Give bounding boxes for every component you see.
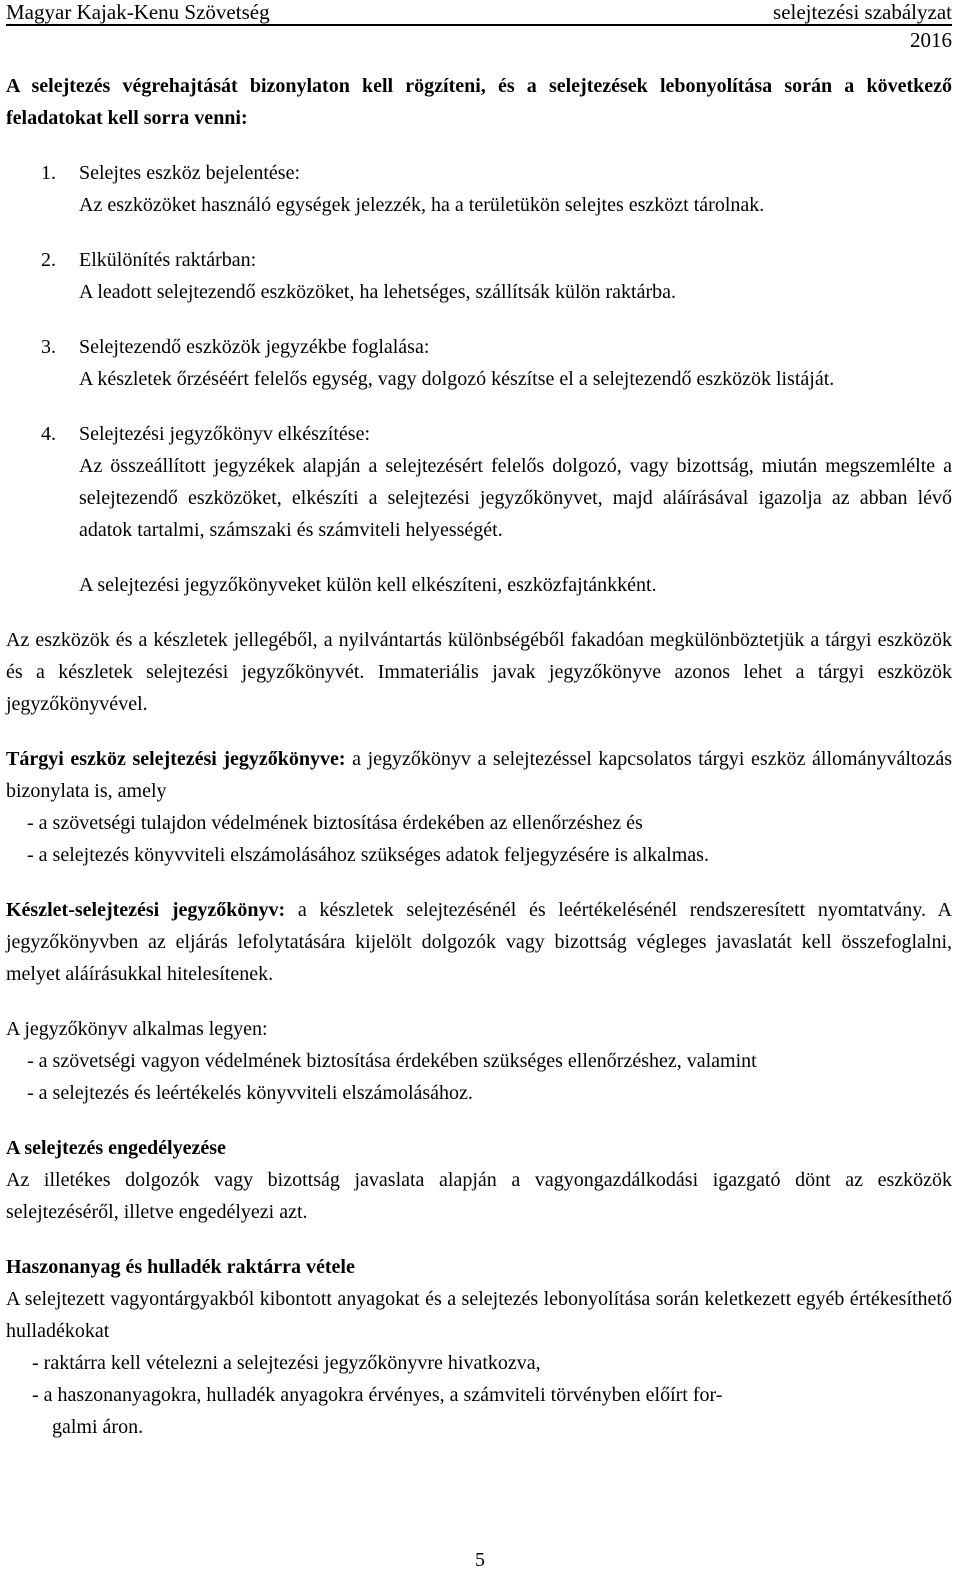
approval-section [6, 1132, 952, 1228]
list-item: - a selejtezés könyvviteli elszámolásához szükséges adatok feljegyzésére is alkalmas. [27, 844, 709, 866]
scrap-material-heading: Haszonanyag és hulladék raktárra vétele [6, 1256, 355, 1278]
step-title: Selejtezési jegyzőkönyv elkészítése: [79, 423, 371, 445]
step-title: Selejtes eszköz bejelentése: [79, 162, 301, 184]
protocol-suitability-section [6, 1013, 952, 1109]
step-number: 4. [41, 423, 56, 445]
page-content [6, 70, 952, 1443]
protocol-suitability-lead: A jegyzőkönyv alkalmas legyen: [6, 1018, 268, 1040]
step-number: 1. [41, 162, 56, 184]
header-year: 2016 [910, 28, 952, 52]
asset-types-paragraph: Az eszközök és a készletek jellegéből, a nyilvántartás különbségéből fakadóan megkülönböztetjük a tárgyi eszközök és a készletek selejtezési jegyzőkönyvét. Immateriális javak jegyzőkönyve azonos lehet a tárgyi eszközök jegyzőkönyvével. [6, 629, 952, 715]
tangible-asset-text: a jegyzőkönyv a selejtezéssel kapcsolatos tárgyi eszköz állományváltozás bizonylata is, amely [6, 748, 952, 802]
step-number: 2. [41, 249, 56, 271]
step-item [6, 157, 952, 221]
list-item: - a szövetségi vagyon védelmének biztosítása érdekében szükséges ellenőrzéshez, valamint [27, 1050, 757, 1072]
list-item: - raktárra kell vételezni a selejtezési jegyzőkönyvre hivatkozva, [32, 1352, 541, 1374]
tangible-asset-section [6, 743, 952, 871]
scrap-material-section [6, 1251, 952, 1443]
inventory-protocol-term: Készlet-selejtezési jegyzőkönyv: [6, 899, 286, 921]
step-text: Az összeállított jegyzékek alapján a selejtezésért felelős dolgozó, vagy bizottság, miután megszemlélte a selejtezendő eszközöket, elkészíti a selejtezési jegyzőkönyvet, majd aláírásával igazolja az abban lévő adatok tartalmi, számszaki és számviteli helyességét. [79, 455, 952, 541]
inventory-protocol-text: a készletek selejtezésénél és leértékelésénél rendszeresített nyomtatvány. A jegyzőkönyvben az eljárás lefolytatására kijelölt dolgozók vagy bizottság végleges javaslatát kell összefoglalni, melyet aláírásukkal hitelesítenek. [6, 899, 952, 985]
step-text: Az eszközöket használó egységek jelezzék, ha a területükön selejtes eszközt tárolnak. [79, 194, 765, 216]
step-text: A készletek őrzéséért felelős egység, vagy dolgozó készítse el a selejtezendő eszközök listáját. [79, 368, 835, 390]
approval-heading: A selejtezés engedélyezése [6, 1137, 226, 1159]
list-item-continuation: galmi áron. [52, 1416, 144, 1438]
steps-list [6, 157, 952, 546]
list-item: - a selejtezés és leértékelés könyvviteli elszámolásához. [27, 1082, 473, 1104]
step-title: Selejtezendő eszközök jegyzékbe foglalása: [79, 336, 430, 358]
page-header [6, 0, 952, 26]
approval-text: Az illetékes dolgozók vagy bizottság javaslata alapján a vagyongazdálkodási igazgató dönt az eszközök selejtezéséről, illetve engedélyezi azt. [6, 1169, 952, 1223]
inventory-protocol-definition [6, 894, 952, 990]
step-item [6, 244, 952, 308]
header-document-title: selejtezési szabályzat [773, 0, 952, 24]
step-text: A leadott selejtezendő eszközöket, ha lehetséges, szállítsák külön raktárba. [79, 281, 677, 303]
page-number: 5 [475, 1549, 485, 1571]
step-4-note: A selejtezési jegyzőkönyveket külön kell elkészíteni, eszközfajtánkként. [79, 574, 657, 596]
list-item: - a haszonanyagokra, hulladék anyagokra érvényes, a számviteli törvényben előírt for- [32, 1384, 723, 1406]
step-title: Elkülönítés raktárban: [79, 249, 257, 271]
step-item [6, 331, 952, 395]
intro-paragraph: A selejtezés végrehajtását bizonylaton kell rögzíteni, és a selejtezések lebonyolítása során a következő feladatokat kell sorra venni: [6, 75, 952, 129]
list-item: - a szövetségi tulajdon védelmének biztosítása érdekében az ellenőrzéshez és [27, 812, 643, 834]
tangible-asset-term: Tárgyi eszköz selejtezési jegyzőkönyve: [6, 748, 346, 770]
header-organization: Magyar Kajak-Kenu Szövetség [6, 0, 270, 24]
step-number: 3. [41, 336, 56, 358]
step-item [6, 418, 952, 546]
scrap-material-text: A selejtezett vagyontárgyakból kibontott anyagokat és a selejtezés lebonyolítása során keletkezett egyéb értékesíthető hulladékokat [6, 1288, 952, 1342]
tangible-asset-definition [6, 743, 952, 807]
